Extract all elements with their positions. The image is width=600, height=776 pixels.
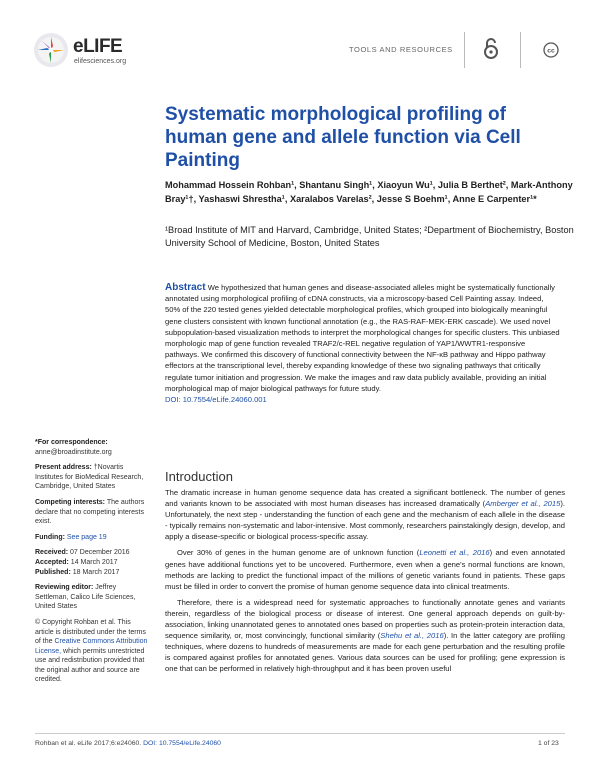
intro-text: The dramatic increase in human genome sequence data has created a significant bottleneck. The number of genes and variants known to be associated with most human diseases has increased dramatically ( [165,488,565,509]
page-header [0,0,600,80]
creative-commons-icon [543,42,559,58]
copyright-pre: © Copyright Rohban et al. This article is distributed under the terms of the [35,618,146,646]
correspondence [35,438,150,457]
intro-paragraph [165,597,565,675]
intro-paragraph [165,487,565,542]
present-address-label: Present address: [35,464,92,472]
footer-citation [35,740,221,747]
funding-label: Funding: [35,533,65,541]
footer-citation-text: Rohban et al. eLife 2017;6:e24060. [35,740,142,747]
copyright-post: which permits unrestricted use and redistribution provided that the original author and source are credited. [35,647,145,684]
present-address-value: †Novartis Institutes for BioMedical Research, Cambridge, United States [35,464,144,491]
competing-interests [35,498,150,527]
reviewing-value: Jeffrey Settleman, Calico Life Sciences, United States [35,584,136,611]
introduction-heading: Introduction [165,469,233,484]
dates [35,548,150,577]
reviewing-label: Reviewing editor: [35,584,94,592]
footer-divider [35,733,565,734]
citation-link[interactable]: Leonetti et al., 2016 [419,548,490,558]
header-divider [464,32,465,68]
intro-text: ) and even annotated genes have additional functions yet to be uncovered. Furthermore, even when a gene's normal functions are known, methods are lacking to predict the functional impact of the millions of genetic variants found in patients. These gaps must be filled in order to convert the promise of human genome sequence data into clinical treatments. [165,548,565,591]
affiliations: ¹Broad Institute of MIT and Harvard, Cambridge, United States; ²Department of Biochemistry, Boston University School of Medicine, Boston, United States [165,225,574,248]
author-list: Mohammad Hossein Rohban¹, Shantanu Singh¹, Xiaoyun Wu¹, Julia B Berthet², Mark-Anthony Bray¹†, Yashaswi Shrestha¹, Xaralabos Varelas², Jesse S Boehm¹, Anne E Carpenter¹* [165,180,573,204]
cc-text: cc [547,47,555,55]
citation-link[interactable]: Amberger et al., 2015 [485,499,561,509]
open-access-icon [482,36,500,60]
funding-link[interactable]: See page 19 [66,533,107,541]
abstract-text: We hypothesized that human genes and disease-associated alleles might be systematically functionally annotated using morphological profiling of cDNA constructs, via a microscopy-based Cell Painting assay. Indeed, 50% of the 220 tested genes yielded detectable morphological profiles, which grouped into biologically meaningful gene clusters consistent with known functional annotation (e.g., the RAS-RAF-MEK-ERK cascade). We used novel subpopulation-based visualization methods to interpret the morphological changes for specific clusters. This unbiased morphologic map of gene function revealed TRAF2/c-REL negative regulation of YAP1/WWTR1-responsive pathways. We confirmed this discovery of functional connectivity between the NF-κB pathway and Hippo pathway effectors at the transcriptional level, thereby expanding knowledge of these two signaling pathways that critically regulate tumor initiation and progression. We make the images and raw data publicly available, providing an initial morphological map of major biological pathways for future study. [165,283,560,393]
article-sidebar [35,438,150,691]
published-value: 18 March 2017 [72,568,120,576]
present-address [35,463,150,492]
received-value: 07 December 2016 [70,549,130,557]
introduction-body [165,487,565,680]
logo-url[interactable]: elifesciences.org [74,58,127,65]
article-title: Systematic morphological profiling of human gene and allele function via Cell Painting [165,104,521,171]
logo-name[interactable]: eLIFE [73,36,123,57]
abstract-doi-link[interactable]: DOI: 10.7554/eLife.24060.001 [165,395,267,405]
funding [35,533,150,543]
footer-doi-link[interactable]: DOI: 10.7554/eLife.24060 [143,740,221,747]
elife-logo-icon[interactable] [33,32,69,68]
intro-text: ). In the latter category are profiling techniques, where dozens to hundreds of measurements are made for each gene perturbation and the resulting profile is compared against profiles for annotated genes. Various data sources can be used for profiling; gene expression is one that can be performed in relatively high-throughput and it has been proven useful [165,631,565,674]
abstract-label: Abstract [165,282,206,293]
intro-text: Over 30% of genes in the human genome are of unknown function ( [177,548,420,558]
published-label: Published: [35,568,71,576]
section-label: TOOLS AND RESOURCES [349,45,453,54]
competing-label: Competing interests: [35,498,106,506]
intro-text: Therefore, there is a widespread need for systematic approaches to functionally annotate genes and variants therein, regardless of the biological process or disease of interest. One general approach depends on guilt-by-association, linking unannotated genes to annotated ones based on properties such as protein-protein interaction data, sequence similarity, or, most convincingly, functional similarity ( [165,597,565,641]
accepted-label: Accepted: [35,558,69,566]
header-divider [520,32,521,68]
license-link[interactable]: Creative Commons Attribution License, [35,638,148,655]
correspondence-label: *For correspondence: [35,439,108,446]
abstract [165,282,560,405]
accepted-value: 14 March 2017 [70,558,118,566]
reviewing-editor [35,583,150,612]
citation-link[interactable]: Shehu et al., 2016 [380,631,444,641]
intro-text: ). Unfortunately, the next step - understanding the function of each gene and the mechanism of each allele in the disease - typically remains non-systematic and labor-intensive. Most commonly, researchers painstakingly design, develop, and apply a disease-specific or biological process-specific assay. [165,499,565,542]
copyright [35,618,150,685]
received-label: Received: [35,549,69,557]
correspondence-email[interactable]: anne@broadinstitute.org [35,448,112,456]
page-number: 1 of 23 [538,740,559,747]
intro-paragraph [165,547,565,591]
competing-value: The authors declare that no competing interests exist. [35,498,145,526]
